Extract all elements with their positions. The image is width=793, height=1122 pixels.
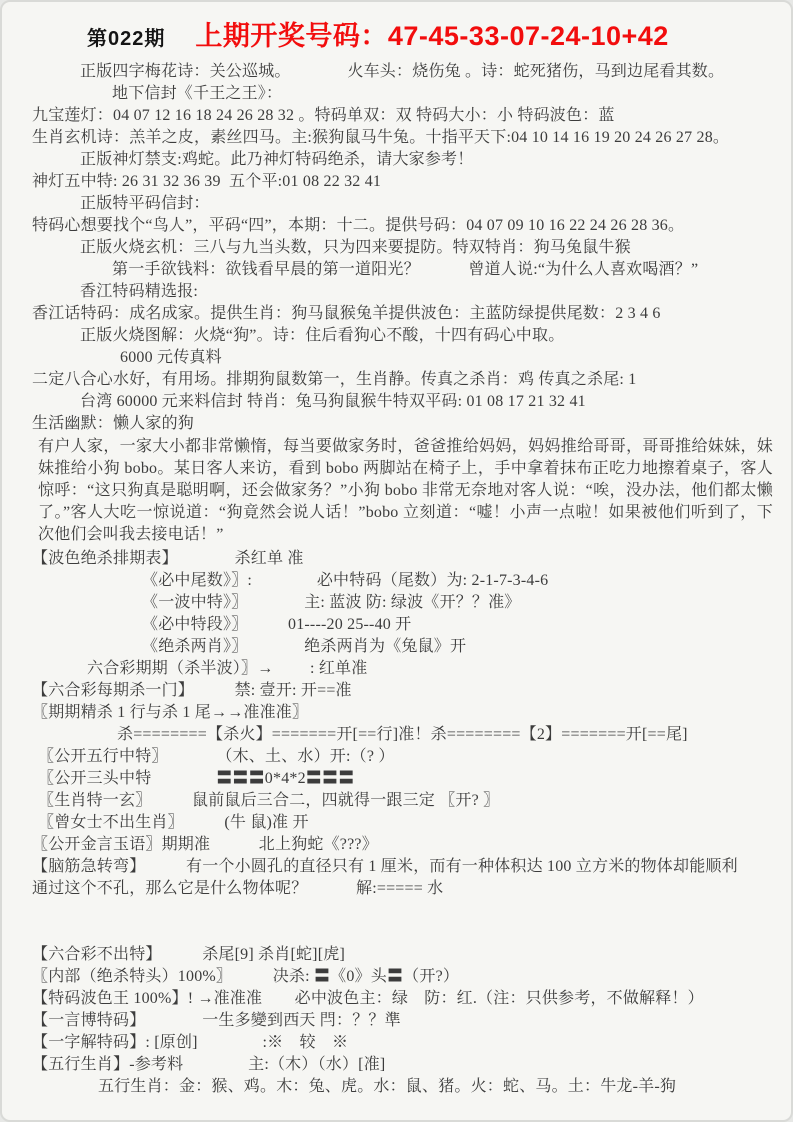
text-line: 杀========【杀火】=======开[==行]准！杀========【2】=======开[==尾] [117,726,688,743]
issue-number: 第022期 [87,28,166,50]
text-line: 五行生肖：金：猴、鸡。木：兔、虎。水：鼠、猪。火：蛇、马。土：牛龙-羊-狗 [98,1078,677,1095]
text-line: 【脑筋急转弯】 有一个小圆孔的直径只有 1 厘米，而有一种体积达 100 立方米的物体却能顺利 [32,858,738,875]
text-line: 【特码波色王 100%】! →准准准 必中波色主：绿 防：红.（注：只供参考，不做解释！） [32,990,704,1007]
text-line: 正版特平码信封： [80,195,210,212]
text-line: 生肖玄机诗：羔羊之皮，素丝四马。主:猴狗鼠马牛兔。十指平天下:04 10 14 16 19 20 24 26 27 28。 [32,129,730,146]
text-line: 〖公开五行中特〗 （木、土、水）开:（? ） [38,748,395,765]
text-line: 香江特码精选报: [80,283,199,300]
text-line: 〖公开三头中特 〓〓〓0*4*2〓〓〓 [38,770,355,787]
text-line: 【五行生肖】-参考料 主:（木）（水）[准] [32,1056,386,1073]
text-line: 香江话特码：成名成家。提供生肖：狗马鼠猴兔羊提供波色：主蓝防绿提供尾数：2 3 4 6 [32,305,661,322]
text-line: 【一言博特码】 一生多變到西天 閂：？？準 [32,1012,401,1029]
page-header [87,14,781,53]
text-line: 6000 元传真料 [120,349,222,366]
text-line: 〖期期精杀 1 行与杀 1 尾→→准准准〗 [32,704,309,721]
text-line: 【一字解特码】: [原创] :※ 较 ※ [32,1034,349,1051]
text-line: 【波色绝杀排期表】 杀红单 准 [32,550,304,567]
text-line: 〖曾女士不出生肖〗 (牛 鼠)准 开 [38,814,309,831]
text-line: 正版四字梅花诗：关公巡城。 火车头：烧伤兔 。诗：蛇死猪伤，马到边尾看其数。 [80,63,725,80]
text-line: 正版火烧玄机：三八与九当头数，只为四来要提防。特双特肖：狗马兔鼠牛猴 [80,239,631,256]
text-line: 特码心想要找个“鸟人”，平码“四”，本期：十二。提供号码：04 07 09 10 16 22 24 26 28 36。 [32,217,685,234]
text-line: 《一波中特》〗 主: 蓝波 防: 绿波《开？？准》 [142,594,521,611]
text-line: 《必中尾数》〗: 必中特码（尾数）为: 2-1-7-3-4-6 [142,572,549,589]
text-line: 六合彩期期（杀半波）〗→ : 红单准 [87,660,368,677]
text-line: 〖生肖特一玄〗 鼠前鼠后三合二，四就得一跟三定 〖开? 〗 [38,792,500,809]
text-line: 正版火烧图解：火烧“狗”。诗：住后看狗心不酸，十四有码心中取。 [80,327,565,344]
text-line: 九宝莲灯：04 07 12 16 18 24 26 28 32 。特码单双：双 特码大小：小 特码波色：蓝 [32,107,615,124]
text-line: 《必中特段》〗 01----20 25--40 开 [142,616,412,633]
text-line: 通过这个不孔，那么它是什么物体呢？ 解:===== 水 [32,880,444,897]
text-line: 【六合彩不出特】 杀尾[9] 杀肖[蛇][虎] [32,946,345,963]
text-line: 正版神灯禁支:鸡蛇。此乃神灯特码绝杀，请大家参考！ [80,151,474,168]
text-line: 【六合彩每期杀一门】 禁: 壹开: 开==准 [32,682,352,699]
text-line: 〖内部（绝杀特头）100%〗 决杀: 〓《0》头〓（开?） [32,968,460,985]
text-line: 《绝杀两肖》〗 绝杀两肖为《兔鼠》开 [142,638,467,655]
text-line: 生活幽默：懒人家的狗 [32,415,195,432]
text-line: 台湾 60000 元来料信封 特肖：兔马狗鼠猴牛特双平码: 01 08 17 21 32 41 [80,393,586,410]
text-line: 神灯五中特: 26 31 32 36 39 五个平:01 08 22 32 41 [32,173,382,190]
text-line: 二定八合心水好，有用场。排期狗鼠数第一，生肖静。传真之杀肖：鸡 传真之杀尾: 1 [32,371,637,388]
text-line: 〖公开金言玉语〗期期准 北上狗蛇《???》 [32,836,378,853]
joke-paragraph: 有户人家，一家大小都非常懒惰，每当要做家务时，爸爸推给妈妈，妈妈推给哥哥，哥哥推给妹妹，妹妹推给小狗 bobo。某日客人来访，看到 bobo 两脚站在椅子上，手中拿着抹布正吃力地擦着桌子，客人惊呼：“这只狗真是聪明啊，还会做家务？”小狗 bobo 非常无奈地对客人说：“唉，没办法，他们都太懒了。”客人大吃一惊说道：“狗竟然会说人话！”bobo 立刻道：“嘘！小声一点啦！如果被他们听到了，下次他们会叫我去接电话！” [38,438,773,543]
text-line: 地下信封《千王之王》： [112,85,283,102]
last-draw-numbers: 上期开奖号码：47-45-33-07-24-10+42 [195,21,669,51]
text-line: 第一手欲钱料：欲钱看早晨的第一道阳光？ 曾道人说:“为什么人喜欢喝酒？” [112,261,699,278]
